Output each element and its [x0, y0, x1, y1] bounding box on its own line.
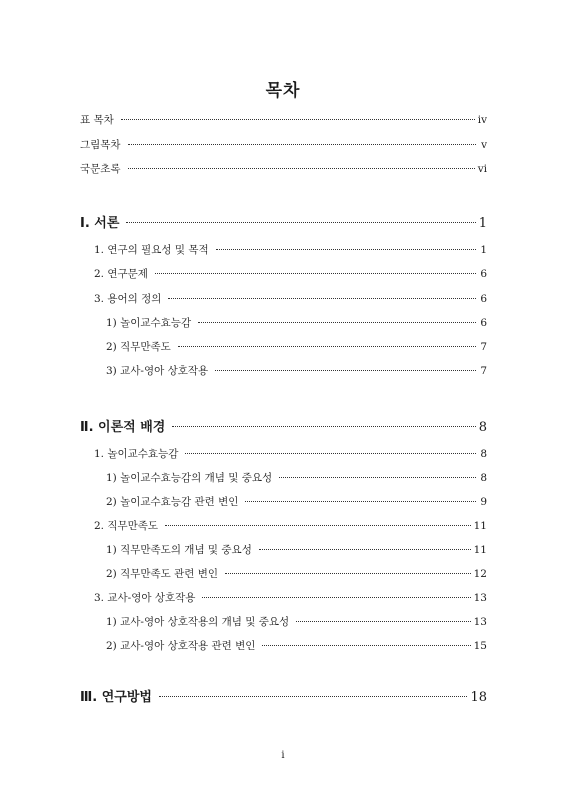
- toc-entry-front: 그림목차 ⅴ: [80, 139, 487, 151]
- page-title: 목차: [265, 81, 301, 101]
- toc-section: 3. 용어의 정의 6: [94, 293, 487, 305]
- toc-subsection: 1) 놀이교수효능감의 개념 및 중요성 8: [106, 472, 487, 484]
- toc-subsection: 1) 직무만족도의 개념 및 중요성 11: [106, 544, 487, 556]
- toc-section: 3. 교사-영아 상호작용 13: [94, 592, 487, 604]
- toc-chapter: Ⅰ. 서론 1: [80, 216, 487, 231]
- toc-entry-front: 국문초록 ⅵ: [80, 163, 487, 175]
- toc-subsection: 3) 교사-영아 상호작용 7: [106, 365, 487, 377]
- toc-subsection: 1) 놀이교수효능감 6: [106, 317, 487, 329]
- toc-subsection: 1) 교사-영아 상호작용의 개념 및 중요성 13: [106, 616, 487, 628]
- toc-subsection: 2) 직무만족도 관련 변인 12: [106, 568, 487, 580]
- toc-section: 1. 연구의 필요성 및 목적 1: [94, 244, 487, 256]
- toc-chapter: Ⅲ. 연구방법 18: [80, 690, 487, 705]
- toc-section: 2. 직무만족도 11: [94, 520, 487, 532]
- toc-chapter: Ⅱ. 이론적 배경 8: [80, 420, 487, 435]
- toc-section: 1. 놀이교수효능감 8: [94, 448, 487, 460]
- toc-entry-front: 표 목차 ⅳ: [80, 114, 487, 126]
- page-number: i: [281, 750, 285, 761]
- toc-subsection: 2) 놀이교수효능감 관련 변인 9: [106, 496, 487, 508]
- toc-subsection: 2) 직무만족도 7: [106, 341, 487, 353]
- toc-subsection: 2) 교사-영아 상호작용 관련 변인 15: [106, 640, 487, 652]
- toc-section: 2. 연구문제 6: [94, 268, 487, 280]
